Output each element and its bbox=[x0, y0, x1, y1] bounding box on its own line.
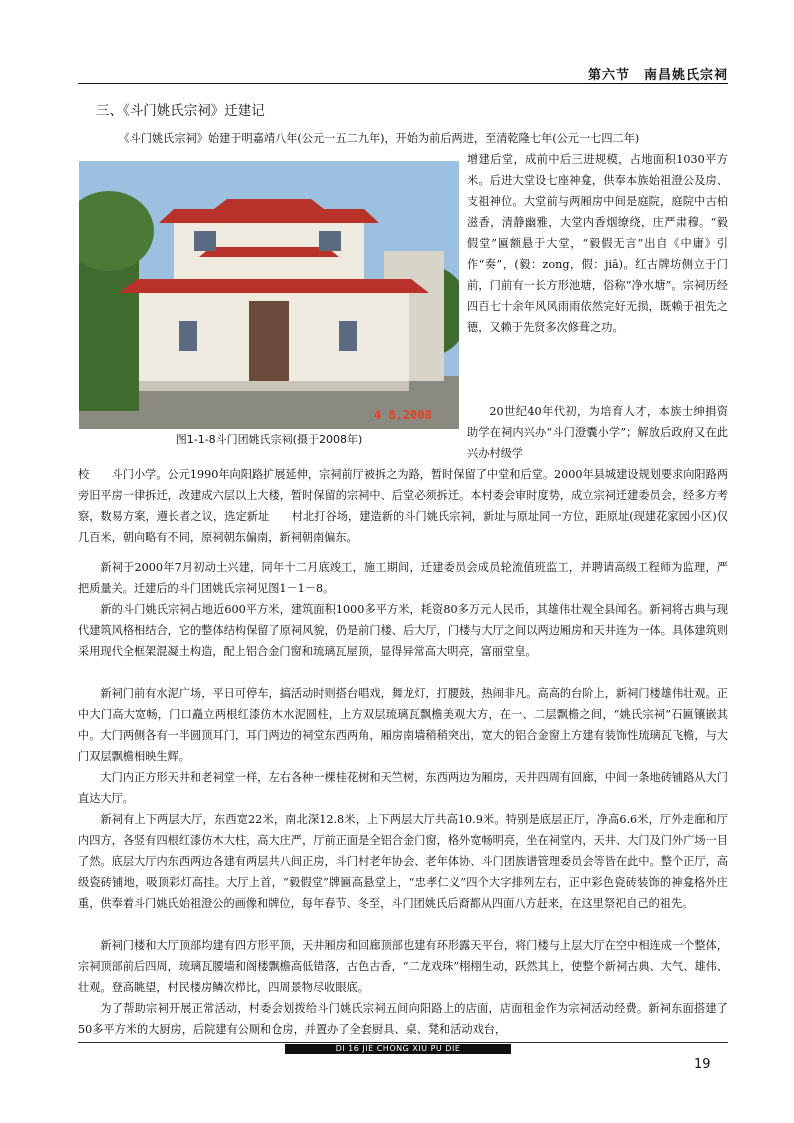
footer-band: DI 16 JIE CHONG XIU PU DIE bbox=[285, 1044, 511, 1054]
paragraph-2-continued: 校 斗门小学。公元1990年向阳路扩展延伸，宗祠前厅被拆之为路，暂时保留了中堂和后堂。2000年县城建设规划要求向阳路两旁旧平房一律拆迁，改建成六层以上大楼，暂时保留的宗祠中、后堂必须拆迁。本村委会审时度势，成立宗祠迁建委员会，经多方考察，数易方案，遵长者之议，选定新址 村北打谷场，建造新的斗门姚氏宗祠，新址与原址同一方位，距原址(现建花家园小区)仅几百米，朝向略有不同，原祠朝东偏南，新祠朝南偏东。 bbox=[78, 468, 728, 544]
footer-rule bbox=[78, 1042, 728, 1043]
photo-date-stamp: 4 8.2008 bbox=[374, 408, 432, 422]
header-rule bbox=[78, 83, 728, 84]
page-header bbox=[78, 62, 728, 84]
paragraph-1-side: 增建后堂，成前中后三进规模，占地面积1030平方米。后进大堂设七座神龛，供奉本族始祖澄公及房、支祖神位。大堂前与两厢房中间是庭院，庭院中古柏滋香，清静幽雅，大堂内香烟缭绕，庄严肃穆。“毅假堂”匾额悬于大堂，“毅假无言”出自《中庸》引作“奏”，(毅：zong，假：jiā)。红古牌坊侧立于门前，门前有一长方形池塘，俗称“净水塘”。宗祠历经四百七十余年风风雨雨依然完好无损，既赖于祖先之德，又赖于先贤多次修葺之功。 bbox=[467, 153, 728, 334]
paragraph-7: 新祠有上下两层大厅，东西宽22米，南北深12.8米，上下两层大厅共高10.9米。特别是底层正厅，净高6.6米，厅外走廊和厅内四方，各竖有四根红漆仿木大柱，高大庄严，厅前正面是全铝合金门窗，格外宽畅明亮，坐在祠堂内，天井、大门及门外广场一目了然。底层大厅内东西两边各建有两层共八间正房，斗门村老年协会、老年体协、斗门团族谱管理委员会等皆在此中。整个正厅，高级瓷砖铺地，吸顶彩灯高挂。大厅上首，“毅假堂”牌匾高悬堂上，“忠孝仁义”四个大字排列左右，正中彩色瓷砖装饰的神龛格外庄重，供奉着斗门姚氏始祖澄公的画像和牌位，每年春节、冬至，斗门团姚氏后裔都从四面八方赶来，在这里祭祀自己的祖先。 bbox=[78, 813, 728, 910]
ancestral-hall-photo bbox=[79, 161, 459, 429]
running-head-title: 第六节 南昌姚氏宗祠 bbox=[587, 68, 728, 83]
paragraph-1-lead: 《斗门姚氏宗祠》始建于明嘉靖八年(公元一五二九年)，开始为前后两进，至清乾隆七年(公元一七四二年) bbox=[118, 132, 640, 145]
section-heading: 三、《斗门姚氏宗祠》迁建记 bbox=[96, 103, 265, 119]
ancestral-hall-illustration bbox=[79, 161, 459, 429]
paragraph-5: 新祠门前有水泥广场，平日可停车，搞活动时则搭台唱戏，舞龙灯，打腰鼓，热闹非凡。高高的台阶上，新祠门楼雄伟壮观。正中大门高大宽畅，门口矗立两根红漆仿木水泥圆柱，上方双层琉璃瓦飘檐美观大方，在一、二层飘檐之间，“姚氏宗祠”石匾镶嵌其中。大门两侧各有一半圆顶耳门，耳门两边的祠堂东西两角，厢房南墙稍稍突出，宽大的铝合金窗上方建有装饰性琉璃瓦飞檐，与大门双层飘檐相映生辉。 bbox=[78, 687, 728, 763]
paragraph-6: 大门内正方形天井和老祠堂一样，左右各种一棵桂花树和天竺树，东西两边为厢房，天井四周有回廊，中间一条地砖铺路从大门直达大厅。 bbox=[78, 771, 728, 805]
paragraph-8: 新祠门楼和大厅顶部均建有四方形平顶，天井厢房和回廊顶部也建有环形露天平台，将门楼与上层大厅在空中相连成一个整体，宗祠顶部前后四周，琉璃瓦腰墙和阁楼飘檐高低错落，古色古香，“二龙戏珠”栩栩生动，跃然其上，使整个新祠古典、大气、雄伟、壮观。登高眺望，村民楼房鳞次栉比，四周景物尽收眼底。 bbox=[78, 939, 728, 994]
paragraph-4: 新的斗门姚氏宗祠占地近600平方米，建筑面积1000多平方米，耗资80多万元人民币，其雄伟壮观全县闻名。新祠将古典与现代建筑风格相结合，它的整体结构保留了原祠风貌，仍是前门楼、后大厅，门楼与大厅之间以两边厢房和天井连为一体。具体建筑则采用现代全框架混凝土构造，配上铝合金门窗和琉璃瓦屋顶，显得异常高大明亮，富丽堂皇。 bbox=[78, 603, 728, 658]
page-number: 19 bbox=[694, 1057, 711, 1072]
paragraph-9: 为了帮助宗祠开展正常活动，村委会划拨给斗门姚氏宗祠五间向阳路上的店面，店面租金作为宗祠活动经费。新祠东面搭建了50多平方米的大厨房，后院建有公厕和仓房，并置办了全套厨具、桌、凳和活动戏台， bbox=[78, 1002, 728, 1036]
paragraph-2-side: 20世纪40年代初，为培育人才，本族士绅捐资助学在祠内兴办“斗门澄囊小学”；解放后政府又在此兴办村级学 bbox=[467, 405, 728, 460]
photo-caption: 图1-1-8斗门团姚氏宗祠(摄于2008年) bbox=[175, 433, 363, 446]
paragraph-3: 新祠于2000年7月初动土兴建，同年十二月底竣工，施工期间，迁建委员会成员轮流值班监工，并聘请高级工程师为监理，严把质量关。迁建后的斗门团姚氏宗祠见图1－1－8。 bbox=[78, 561, 728, 595]
